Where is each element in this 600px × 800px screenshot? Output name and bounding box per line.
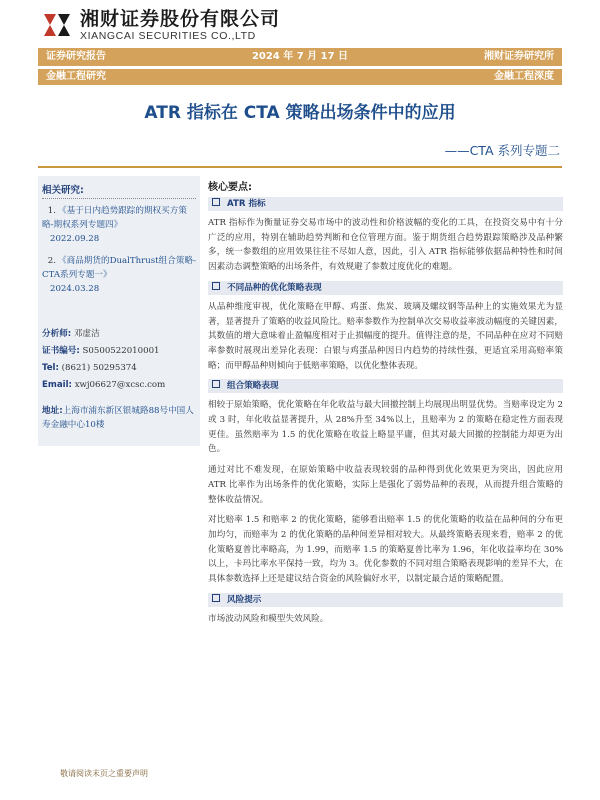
section-portfolio (208, 379, 563, 586)
report-date: 2024 年 7 月 17 日 (251, 51, 349, 62)
tel-number: (8621) 50295374 (61, 363, 137, 373)
analyst-row (42, 326, 200, 342)
report-title: ATR 指标在 CTA 策略出场条件中的应用 (144, 103, 456, 123)
company-logo (40, 8, 280, 42)
sidebar-divider (42, 198, 196, 199)
section-varieties (208, 281, 563, 374)
address-label: 地址: (42, 406, 63, 416)
related-research-date: 2022.09.28 (50, 234, 100, 244)
analyst-label: 分析师: (42, 329, 72, 339)
cert-label: 证书编号: (42, 346, 80, 356)
section-paragraph: 从品种维度审视，优化策略在甲醇、鸡蛋、焦炭、玻璃及螺纹钢等品种上的实施效果尤为显著，显著提升了策略的收益风险比。赔率参数作为控制单次交易收益率波动幅度的关键因素，其数值的增大意味着止盈幅度相对于止损幅度的提升。值得注意的是，不同品种在应对不同赔率参数时展现出差异化表现：白银与鸡蛋品种因日内趋势的持续性强，更适宜采用高赔率策略；而甲醇品种则倾向于低赔率策略，以优化整体表现。 (208, 301, 563, 371)
analyst-name: 邓虚洁 (73, 329, 100, 339)
main-content (208, 178, 563, 632)
tel-row (42, 360, 200, 376)
section-heading: 不同品种的优化策略表现 (208, 281, 563, 295)
email-label: Email: (42, 380, 72, 390)
key-points-heading: 核心要点: (208, 182, 252, 193)
email-row (42, 377, 200, 393)
section-paragraph: 相较于原始策略，优化策略在年化收益与最大回撤控制上均展现出明显优势。当赔率设定为 2 或 3 时，年化收益显著提升，从 28%升至 34%以上，且赔率为 2 的策略在稳定性方面表现更佳。虽然赔率为 1.5 的优化策略在收益上略显平庸，但其对最大回撤的控制能力却更为出色。 (208, 400, 563, 455)
address-text: 上海市浦东新区银城路88号中国人寿金融中心10楼 (42, 406, 194, 430)
section-heading: 组合策略表现 (208, 379, 563, 393)
square-bullet-icon (212, 594, 220, 602)
report-category: 金融工程深度 (494, 71, 554, 82)
research-category: 金融工程研究 (46, 71, 106, 82)
tel-label: Tel: (42, 363, 59, 373)
company-name-cn: 湘财证券股份有限公司 (80, 8, 281, 30)
sidebar (38, 176, 200, 446)
related-research-title[interactable]: 《商品期货的DualThrust组合策略-CTA系列专题一》 (42, 256, 196, 280)
title-divider (38, 166, 562, 168)
cert-row (42, 343, 200, 359)
footer-disclaimer: 敬请阅读末页之重要声明 (60, 769, 148, 778)
company-name-en: XIANGCAI SECURITIES CO.,LTD (80, 30, 256, 42)
email-address[interactable]: xwj06627@xcsc.com (74, 380, 166, 390)
header-band-top (38, 48, 562, 66)
report-type-label: 证券研究报告 (46, 51, 106, 62)
report-subtitle: ——CTA 系列专题二 (444, 143, 560, 158)
related-research-heading: 相关研究: (42, 185, 84, 196)
related-research-date: 2024.03.28 (50, 284, 100, 294)
related-research-title[interactable]: 《基于日内趋势跟踪的期权买方策略-期权系列专题四》 (42, 206, 187, 230)
section-paragraph: 通过对比不难发现，在原始策略中收益表现较弱的品种得到优化效果更为突出，因此应用 ATR 比率作为出场条件的优化策略，实际上是强化了弱势品种的表现，从而提升组合策略的整体收益情况。 (208, 465, 563, 505)
section-risk (208, 593, 563, 627)
section-heading: 风险提示 (208, 593, 563, 607)
address-block (42, 404, 198, 432)
square-bullet-icon (212, 198, 220, 206)
institute-label: 湘财证券研究所 (484, 51, 554, 62)
square-bullet-icon (212, 380, 220, 388)
cert-number: S0500522010001 (82, 346, 160, 356)
logo-emblem-icon (40, 8, 74, 42)
related-research-item[interactable]: 2. 《商品期货的DualThrust组合策略-CTA系列专题一》 2024.03.28 (42, 256, 196, 294)
section-heading: ATR 指标 (208, 197, 563, 211)
section-paragraph: ATR 指标作为衡量证券交易市场中的波动性和价格波幅的变化的工具，在投资交易中有十分广泛的应用，特别在辅助趋势判断和仓位管理方面。鉴于期货组合趋势跟踪策略涉及品种繁多，统一参数组的应用效果往往不尽如人意，因此，引入 ATR 指标能够依据品种特性和时间因素动态调整策略的出场条件，有效规避了参数过度优化的难题。 (208, 218, 563, 273)
section-paragraph: 对比赔率 1.5 和赔率 2 的优化策略，能够看出赔率 1.5 的优化策略的收益在品种间的分布更加均匀，而赔率为 2 的优化策略的品种间差异相对较大。从最终策略表现来看，赔率 2 的优化策略夏普比率略高，为 1.99，而赔率 1.5 的策略夏普比率为 1.96，年化收益率均在 30%以上，卡玛比率水平保持一致，均为 3。优化参数的不同对组合策略表现影响的差异不大，在具体参数选择上还是建议结合资金的风险偏好水平，以制定最合适的策略配置。 (208, 515, 563, 585)
section-atr (208, 197, 563, 275)
square-bullet-icon (212, 282, 220, 290)
header-band-bottom (38, 69, 562, 85)
section-paragraph: 市场波动风险和模型失效风险。 (208, 613, 329, 624)
related-research-item[interactable]: 1. 《基于日内趋势跟踪的期权买方策略-期权系列专题四》 2022.09.28 (42, 204, 196, 246)
